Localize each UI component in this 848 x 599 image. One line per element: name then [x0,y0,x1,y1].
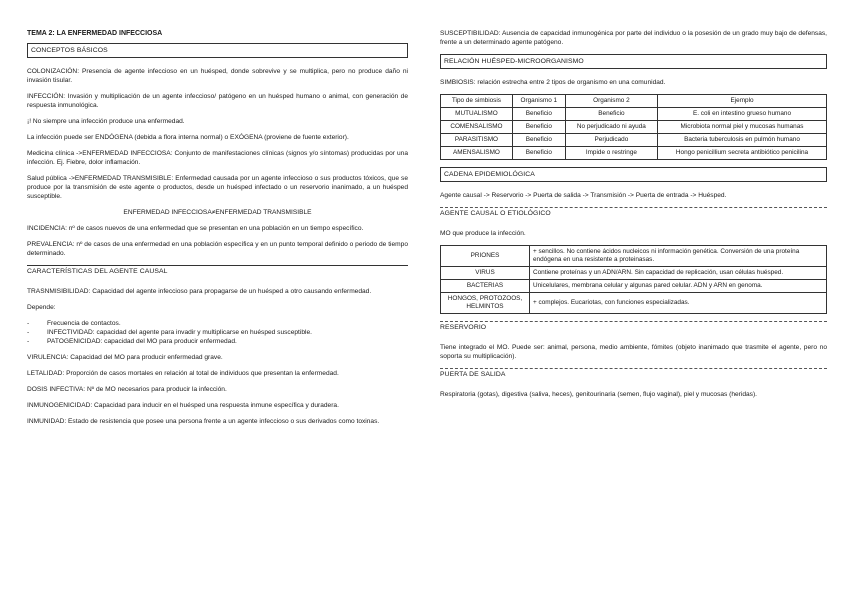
table-cell: Perjudicado [565,134,657,147]
table-cell: Unicelulares, membrana celular y algunas pared celular. ADN y ARN en genoma. [530,280,827,293]
table-row [441,108,827,121]
table-cell: Contiene proteínas y un ADN/ARN. Sin capacidad de replicación, usan células huésped. [530,267,827,280]
paragraph-letalidad: LETALIDAD: Proporción de casos mortales en relación al total de individuos que presentan la enfermedad. [27,370,339,377]
section-header-conceptos: CONCEPTOS BÁSICOS [27,43,408,58]
paragraph-inmunidad: INMUNIDAD: Estado de resistencia que posee una persona frente a un agente infeccioso o sus derivados como toxinas. [27,418,380,425]
table-cell: Beneficio [512,134,565,147]
table-cell: PRIONES [441,246,530,267]
symbiosis-table [440,94,827,160]
paragraph-reservorio: Tiene integrado el MO. Puede ser: animal, persona, medio ambiente, fómites (objeto inanimado que trasmite el agente, pero no soporta su multiplicación). [440,344,827,360]
table-cell: E. coli en intestino grueso humano [658,108,827,121]
section-header-agente: AGENTE CAUSAL O ETIOLÓGICO [440,207,827,221]
table-cell: BACTERIAS [441,280,530,293]
table-row [441,267,827,280]
table-cell: Beneficio [512,147,565,160]
paragraph-prevalencia: PREVALENCIA: nº de casos de una enfermedad en una población específica y en un punto temporal definido o periodo de tiempo determinado. [27,241,408,257]
table-cell: VIRUS [441,267,530,280]
section-header-cadena: CADENA EPIDEMIOLÓGICA [440,167,827,182]
table-header-cell: Organismo 1 [512,95,565,108]
paragraph-dosis: DOSIS INFECTIVA: Nº de MO necesarios para producir la infección. [27,386,227,393]
paragraph-transmisibilidad: TRASNMISIBILIDAD: Capacidad del agente infeccioso para propagarse de un huésped a otro causando enfermedad. [27,288,372,295]
list-item: - INFECTIVIDAD: capacidad del agente para invadir y multiplicarse en huésped susceptible. [27,328,408,337]
section-header-relacion: RELACIÓN HUÉSPED-MICROORGANISMO [440,54,827,69]
table-cell: Beneficio [512,108,565,121]
table-cell: MUTUALISMO [441,108,513,121]
table-cell: COMENSALISMO [441,121,513,134]
table-row [441,293,827,314]
paragraph-incidencia: INCIDENCIA: nº de casos nuevos de una enfermedad que se presentan en una población en un tiempo específico. [27,225,364,232]
paragraph-salud: Salud pública ->ENFERMEDAD TRANSMISIBLE: Enfermedad causada por un agente infeccioso o sus productos tóxicos, que se produce por la transmisión de este agente o productos, desde un huésped infectado o un reservorio inanimado, a un huésped susceptible. [27,175,408,200]
section-header-puerta: PUERTA DE SALIDA [440,368,827,382]
table-cell: No perjudicado ni ayuda [565,121,657,134]
table-row [441,280,827,293]
table-cell: + complejos. Eucariotas, con funciones especializadas. [530,293,827,314]
table-cell: Impide o restringe [565,147,657,160]
left-column [27,22,408,433]
table-row [441,246,827,267]
table-cell: + sencillos. No contiene ácidos nucleicos ni información genética. Conversión de una proteína endógena en una resistente a proteinasas. [530,246,827,267]
table-row [441,121,827,134]
paragraph-medicina: Medicina clínica ->ENFERMEDAD INFECCIOSA: Conjunto de manifestaciones clínicas (signos y/o síntomas) producidas por una infección. Ej. Fiebre, dolor inflamación. [27,150,408,166]
table-cell: Hongo penicillium secreta antibiótico penicilina [658,147,827,160]
paragraph-cadena: Agente causal -> Reservorio -> Puerta de salida -> Transmisión -> Puerta de entrada -> Huésped. [440,192,727,199]
table-cell: Microbiota normal piel y mucosas humanas [658,121,827,134]
table-cell: Beneficio [512,121,565,134]
table-header-cell: Tipo de simbiosis [441,95,513,108]
table-cell: AMENSALISMO [441,147,513,160]
section-header-caracteristicas: CARACTERÍSTICAS DEL AGENTE CAUSAL [27,265,408,279]
table-header-cell: Organismo 2 [565,95,657,108]
list-item: - PATOGENICIDAD: capacidad del MO para producir enfermedad. [27,337,408,346]
paragraph-susceptibilidad: SUSCEPTIBILIDAD: Ausencia de capacidad inmunogénica por parte del individuo o la posesión de un grado muy bajo de defensas, frente a un determinado agente patógeno. [440,30,827,46]
paragraph-virulencia: VIRULENCIA: Capacidad del MO para producir enfermedad grave. [27,354,223,361]
paragraph-igualdad: ENFERMEDAD INFECCIOSA≠ENFERMEDAD TRANSMISIBLE [123,209,312,216]
paragraph-endogena: La infección puede ser ENDÓGENA (debida a flora interna normal) o EXÓGENA (proviene de fuente exterior). [27,134,349,141]
paragraph-mo: MO que produce la infección. [440,230,526,237]
paragraph-puerta: Respiratoria (gotas), digestiva (saliva, heces), genitourinaria (semen, flujo vaginal), piel y mucosas (heridas). [440,391,758,398]
paragraph-infeccion: INFECCIÓN: Invasión y multiplicación de un agente infeccioso/ patógeno en un huésped humano o animal, con generación de respuesta inmunológica. [27,93,408,109]
table-cell: PARASITISMO [441,134,513,147]
agents-table [440,245,827,314]
table-cell: Bacteria tuberculosis en pulmón humano [658,134,827,147]
table-row [441,147,827,160]
right-column [440,22,827,406]
table-cell: HONGOS, PROTOZOOS, HELMINTOS [441,293,530,314]
depende-list [27,319,408,346]
table-cell: Beneficio [565,108,657,121]
paragraph-simbiosis: SIMBIOSIS: relación estrecha entre 2 tipos de organismo en una comunidad. [440,79,666,86]
paragraph-nota: ¡! No siempre una infección produce una enfermedad. [27,118,185,125]
table-row [441,134,827,147]
paragraph-colonizacion: COLONIZACIÓN: Presencia de agente infeccioso en un huésped, donde sobrevive y se multiplica, pero no produce daño ni invasión tisular. [27,68,408,84]
table-header-cell: Ejemplo [658,95,827,108]
table-header-row [441,95,827,108]
section-header-reservorio: RESERVORIO [440,321,827,335]
page-title: TEMA 2: LA ENFERMEDAD INFECCIOSA [27,30,163,37]
paragraph-depende: Depende: [27,304,56,311]
paragraph-inmunogenicidad: INMUNOGENICIDAD: Capacidad para inducir en el huésped una respuesta inmune específica y duradera. [27,402,339,409]
list-item: - Frecuencia de contactos. [27,319,408,328]
